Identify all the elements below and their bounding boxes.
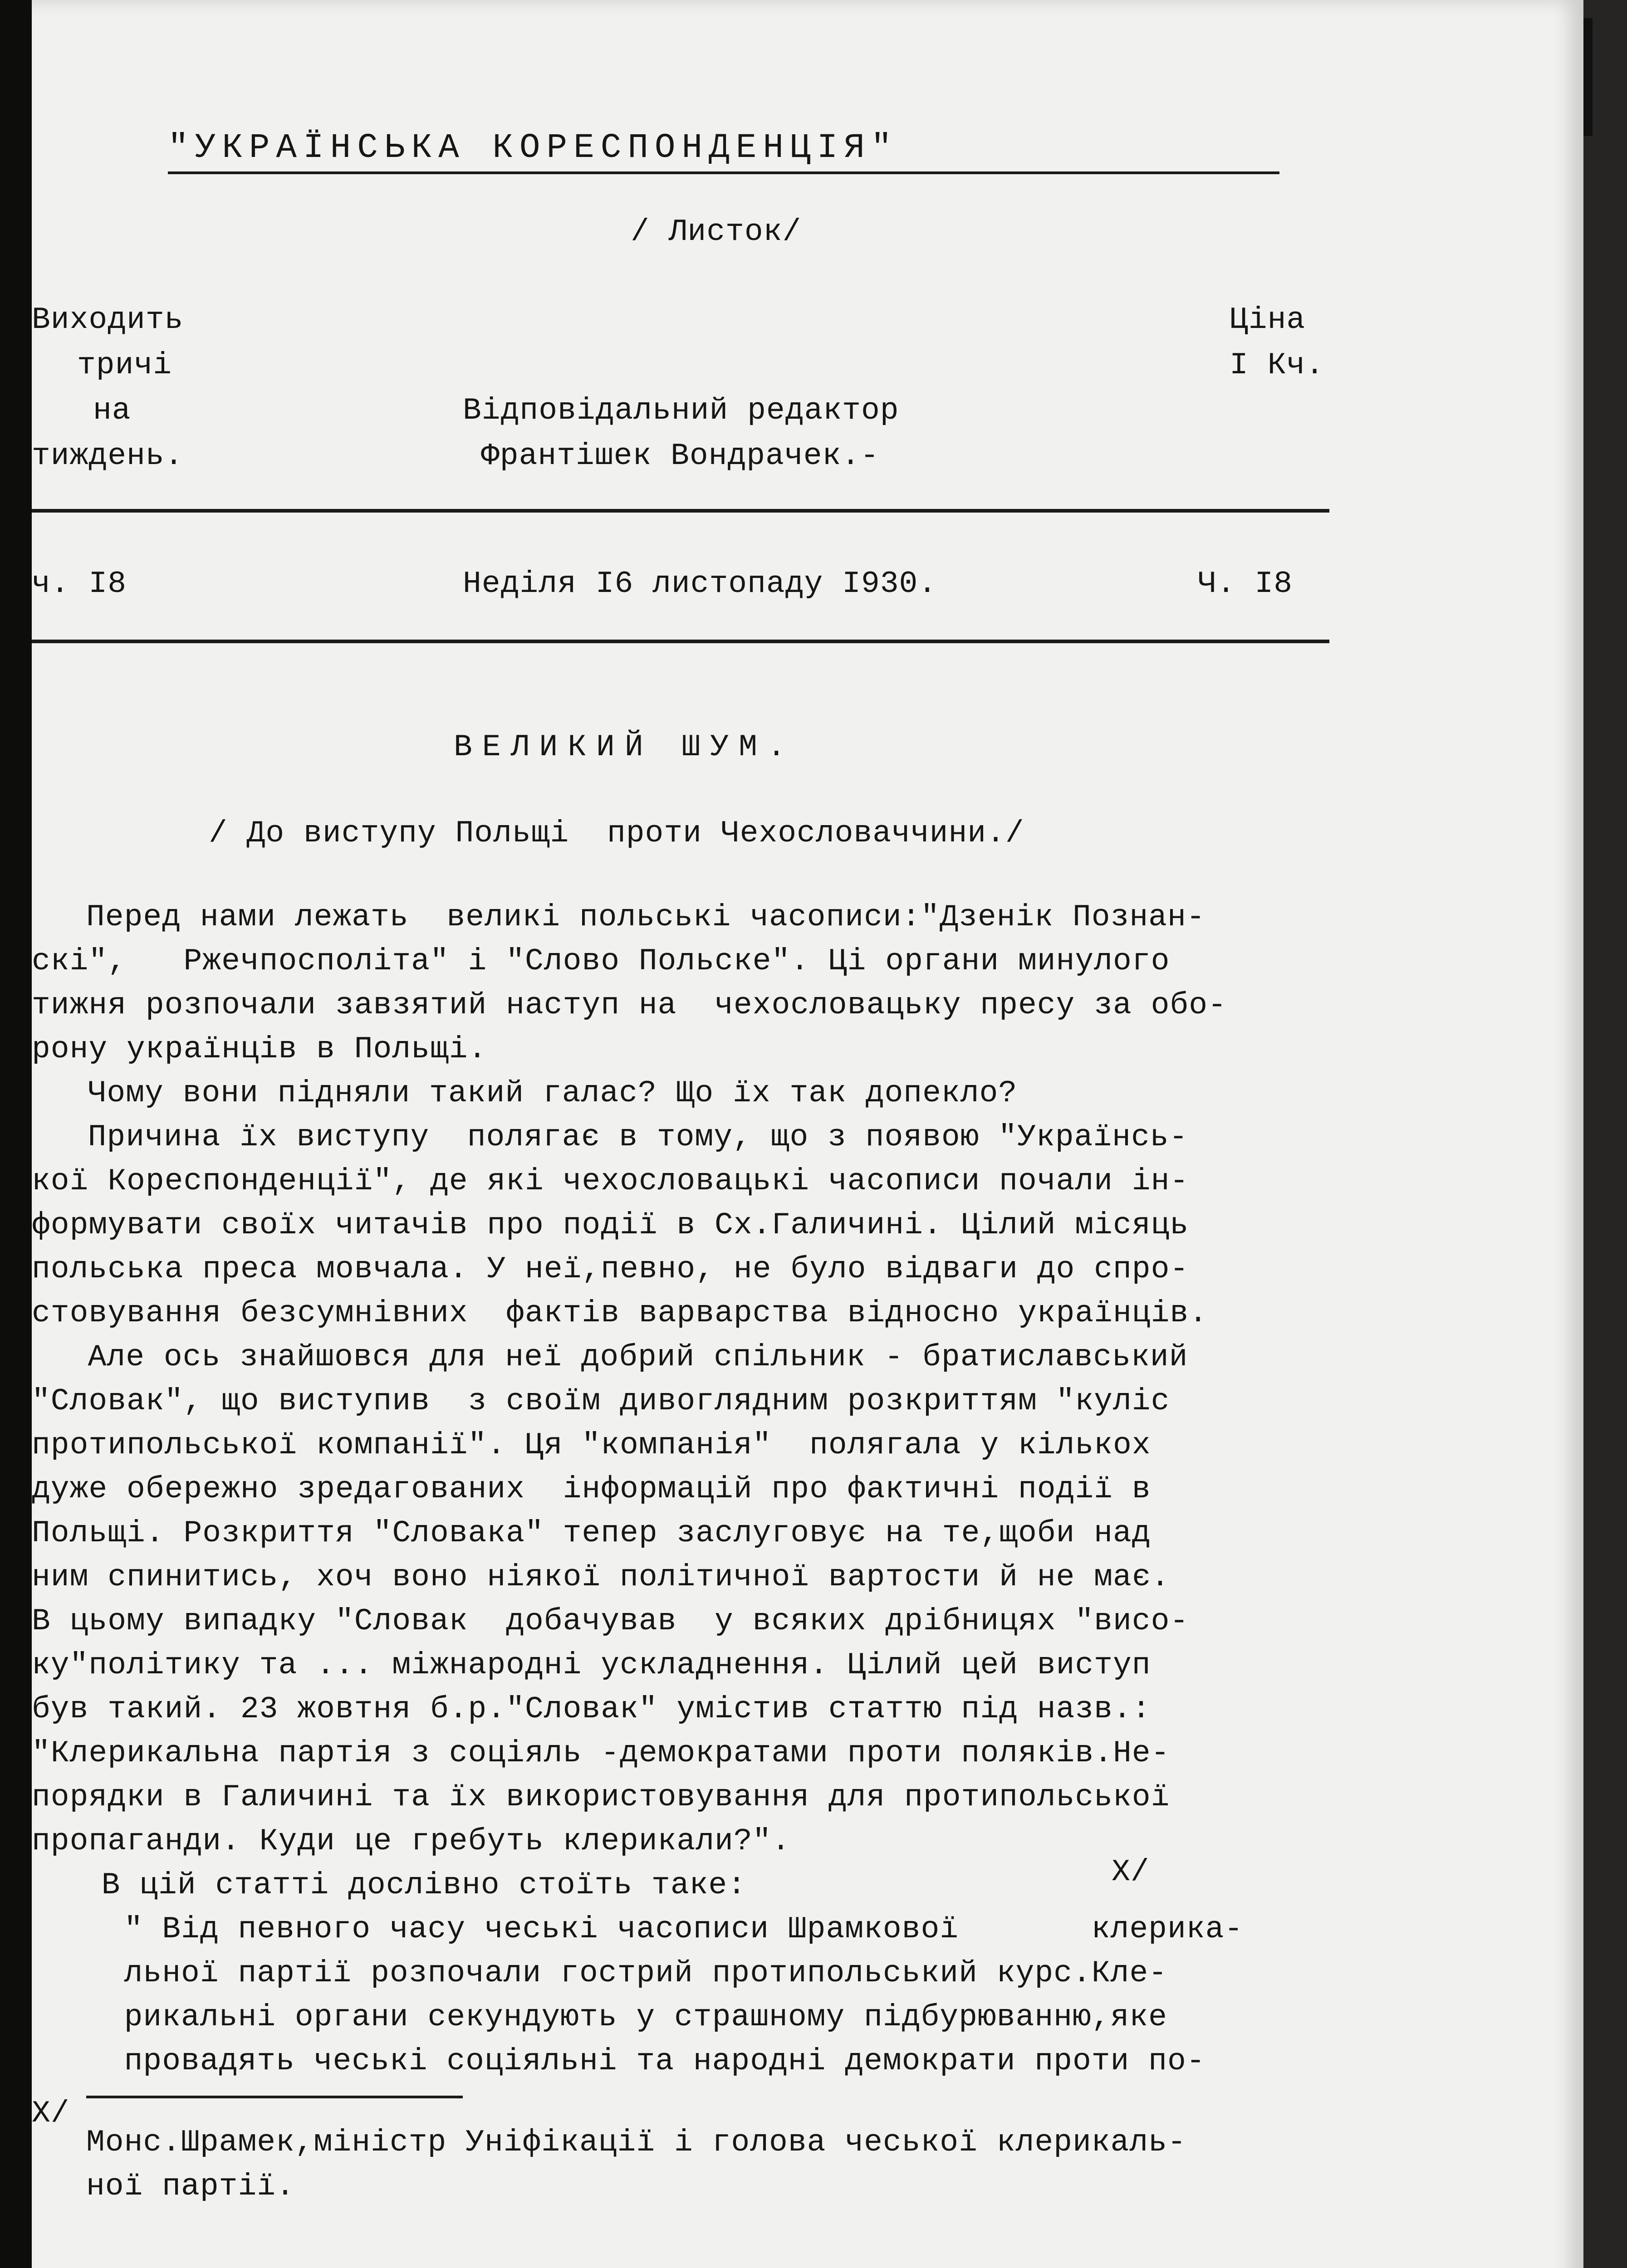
body-line: формувати своїх читачів про події в Сх.Галичині. Цілий місяць: [32, 1208, 1189, 1243]
scan-notch: [1583, 18, 1593, 136]
body-line: був такий. 23 жовтня б.р."Словак" умістив статтю під назв.:: [32, 1692, 1151, 1727]
body-line: стовування безсумнівних фактів варварства відносно українців.: [32, 1296, 1208, 1331]
body-line: "Клерикальна партія з соціяль -демократами проти поляків.Не-: [32, 1736, 1170, 1771]
issue-rule: [32, 640, 1329, 643]
footnote-mark: Х/: [32, 2096, 70, 2131]
body-line: скі", Ржечпосполіта" і "Слово Польске". Ці органи минулого: [32, 944, 1170, 979]
quote-line: " Від певного часу чеські часописи Шрамкової клерика-: [86, 1912, 1244, 1947]
issue-number-right: Ч. I8: [1198, 567, 1293, 601]
body-line: ку"політику та ... міжнародні ускладнення. Цілий цей виступ: [32, 1648, 1151, 1683]
body-line: Польщі. Розкриття "Словака" тепер заслуговує на те,щоби над: [32, 1516, 1151, 1551]
quote-line: льної партії розпочали гострий протипольський курс.Кле-: [86, 1956, 1167, 1991]
body-line: порядки в Галичині та їх використовування для протипольської: [32, 1780, 1170, 1815]
frequency-line-1: Виходить: [32, 303, 184, 337]
footnote-line: ної партії.: [86, 2169, 295, 2204]
footnote-reference-mark: Х/: [1112, 1855, 1150, 1890]
issue-number-left: ч. I8: [32, 567, 127, 601]
header-rule: [32, 509, 1329, 513]
body-line: рону українців в Польщі.: [32, 1032, 487, 1067]
body-line: тижня розпочали завзятий наступ на чехословацьку пресу за обо-: [32, 988, 1227, 1023]
footnote-line: Монс.Шрамек,міністр Уніфікації і голова чеської клерикаль-: [86, 2125, 1186, 2160]
body-line: дуже обережно зредагованих інформацій про фактичні події в: [32, 1472, 1151, 1507]
body-line: кої Кореспонденції", де які чехословацькі часописи почали ін-: [32, 1164, 1189, 1199]
quote-line: провадять чеські соціяльні та народні демократи проти по-: [86, 2044, 1206, 2079]
article-title: ВЕЛИКИЙ ШУМ.: [454, 730, 796, 765]
footnote-separator: [86, 2096, 463, 2098]
editor-role: Відповідальний редактор: [463, 393, 899, 428]
body-line: В цій статті дослівно стоїть таке:: [64, 1868, 747, 1903]
editor-name: Франтішек Вондрачек.-: [481, 439, 879, 474]
frequency-line-2: тричі: [77, 348, 172, 383]
body-line: Перед нами лежать великі польські часописи:"Дзенік Познан-: [86, 900, 1206, 935]
subtitle-leaflet: / Листок/: [631, 215, 802, 249]
article-subtitle: / До виступу Польщі проти Чехословаччини./: [209, 816, 1024, 851]
body-line: польська преса мовчала. У неї,певно, не було відваги до спро-: [32, 1252, 1189, 1287]
body-line: В цьому випадку "Словак добачував у всяких дрібницях "висо-: [32, 1604, 1189, 1639]
quote-line: рикальні органи секундують у страшному підбурюванню,яке: [86, 2000, 1167, 2035]
body-line: Причина їх виступу полягає в тому, що з появою "Українсь-: [50, 1120, 1188, 1155]
masthead: "УКРАЇНСЬКА КОРЕСПОНДЕНЦІЯ": [168, 128, 898, 167]
price-label: Ціна: [1230, 303, 1306, 337]
frequency-line-4: тиждень.: [32, 439, 184, 474]
frequency-line-3: на: [93, 393, 131, 428]
body-line: протипольської компанії". Ця "компанія" полягала у кількох: [32, 1428, 1151, 1463]
price-value: І Кч.: [1230, 348, 1325, 383]
scan-left-edge: [0, 0, 32, 2268]
body-line: ним спинитись, хоч воно ніякої політичної вартости й не має.: [32, 1560, 1170, 1595]
body-line: "Словак", що виступив з своїм дивоглядним розкриттям "куліс: [32, 1384, 1170, 1419]
body-line: Чому вони підняли такий галас? Що їх так допекло?: [50, 1076, 1018, 1111]
body-line: Але ось знайшовся для неї добрий спільник - братиславський: [50, 1340, 1188, 1375]
masthead-underline: [168, 171, 1279, 174]
issue-date: Неділя I6 листопаду I930.: [463, 567, 937, 601]
document-page: [32, 0, 1583, 2268]
body-line: пропаганди. Куди це гребуть клерикали?".: [32, 1824, 791, 1859]
scan-right-edge: [1583, 0, 1627, 2268]
